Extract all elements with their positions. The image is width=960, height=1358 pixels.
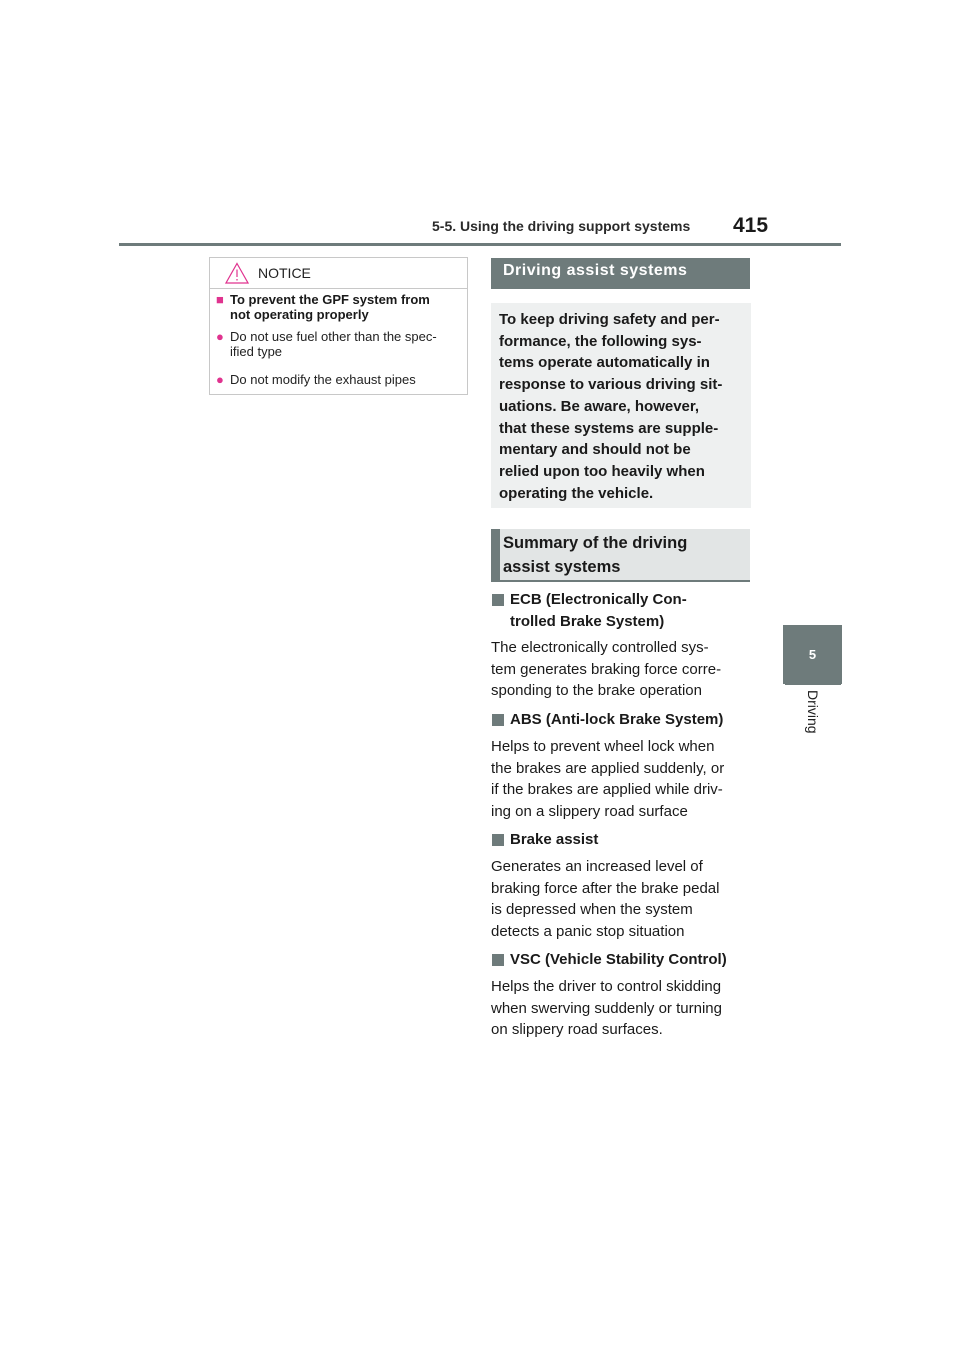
vsc-title: VSC (Vehicle Stability Control) — [491, 949, 753, 971]
page-number: 415 — [733, 214, 769, 237]
circle-bullet-icon: ● — [216, 372, 224, 387]
notice-title: NOTICE — [258, 265, 311, 281]
driving-assist-heading: Driving assist systems — [491, 258, 750, 289]
header-divider — [119, 243, 841, 246]
square-bullet-icon: ■ — [216, 292, 224, 307]
circle-bullet-icon: ● — [216, 329, 224, 344]
abs-title: ABS (Anti-lock Brake System) — [491, 709, 753, 731]
chapter-title: Driving — [805, 690, 821, 734]
warning-triangle-icon — [225, 262, 249, 284]
chapter-tab[interactable] — [783, 625, 842, 684]
square-bullet-icon — [492, 594, 504, 606]
square-bullet-icon — [492, 954, 504, 966]
brake-assist-title: Brake assist — [491, 829, 753, 851]
notice-heading: ■ To prevent the GPF system from not operating properly — [216, 292, 430, 322]
summary-heading: Summary of the driving assist systems — [491, 529, 750, 582]
brake-assist-description: Generates an increased level of braking force after the brake pedal is depressed when the system detects a panic stop situation — [491, 858, 720, 941]
notice-header — [210, 258, 467, 289]
notice-item: ● Do not use fuel other than the spec- ified type — [216, 329, 437, 359]
vsc-description: Helps the driver to control skidding when swerving suddenly or turning on slippery road surfaces. — [491, 978, 722, 1039]
notice-box — [209, 257, 468, 395]
notice-item: ● Do not modify the exhaust pipes — [216, 372, 416, 387]
square-bullet-icon — [492, 834, 504, 846]
ecb-title: ECB (Electronically Con- trolled Brake System) — [491, 589, 753, 632]
chapter-number: 5 — [808, 647, 817, 662]
intro-box: To keep driving safety and per- formance, the following sys- tems operate automatically in response to various driving sit- uations. Be aware, however, that these systems are supple- mentary and should not be relied upon too heavily when operating the vehicle. — [491, 303, 751, 508]
section-title: 5-5. Using the driving support systems — [432, 218, 691, 234]
abs-description: Helps to prevent wheel lock when the brakes are applied suddenly, or if the brakes are applied while driv- ing on a slippery road surface — [491, 738, 725, 821]
ecb-description: The electronically controlled sys- tem generates braking force corre- sponding to the brake operation — [491, 639, 722, 700]
square-bullet-icon — [492, 714, 504, 726]
chapter-tab-divider — [785, 684, 841, 685]
